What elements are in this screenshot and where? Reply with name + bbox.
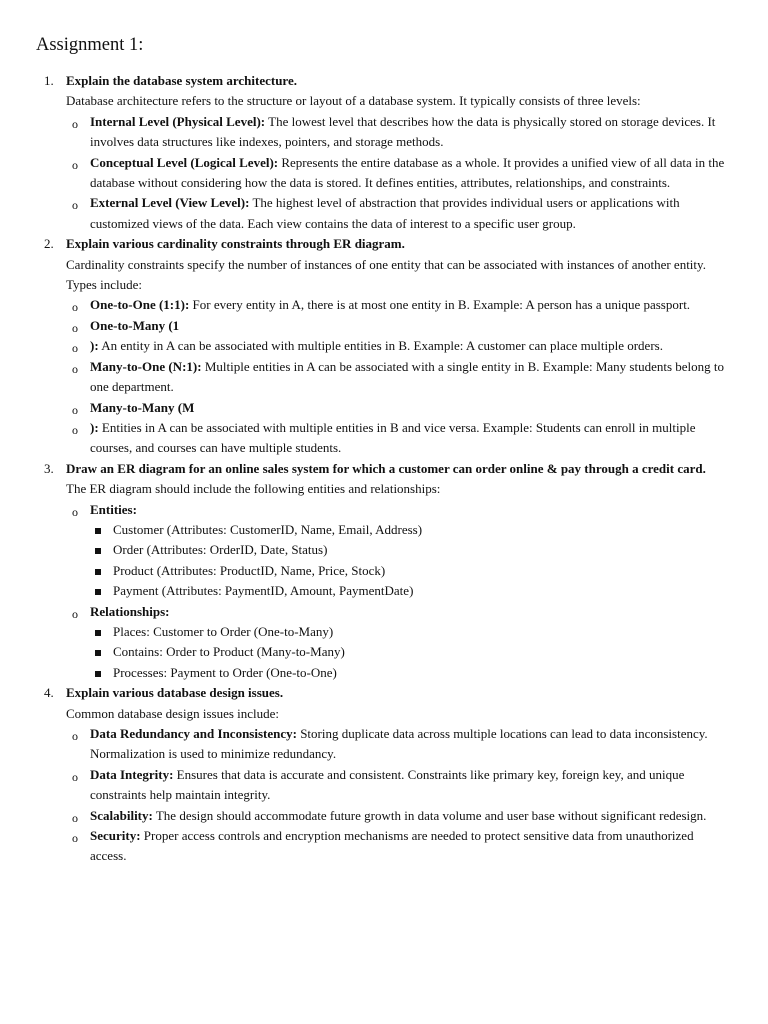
document-body [0, 71, 768, 867]
bullet-text: The lowest level that describes how the data is physically stored on storage devices. It involves data structures like indexes, pointers, and storage methods. [90, 113, 716, 150]
bullet-label: Data Redundancy and Inconsistency: [90, 726, 297, 741]
question-1 [0, 71, 768, 112]
circle-bullet-icon: o [72, 361, 78, 376]
question-title: Explain various cardinality constraints through ER diagram. [66, 236, 405, 252]
bullet-text: For every entity in A, there is at most one entity in B. Example: A person has a unique passport. [189, 297, 691, 313]
bullet-item [0, 336, 768, 356]
bullet-text: The highest level of abstraction that provides individual users or applications with customized views of the data. Each view contains the data of interest to a specific user group. [90, 195, 680, 231]
bullet-item [0, 357, 768, 398]
circle-bullet-icon: o [72, 341, 78, 356]
square-bullet-icon [95, 528, 101, 534]
question-title: Explain the database system architecture. [66, 73, 297, 88]
bullet-text: The design should accommodate future growth in data volume and user base without significant redesign. [152, 807, 707, 823]
bullet-item [0, 193, 768, 234]
question-number: 4. [44, 685, 54, 701]
sub-bullet-item [0, 581, 768, 601]
bullet-item [0, 765, 768, 806]
question-intro: Common database design issues include: [66, 705, 280, 721]
question-intro: The ER diagram should include the following entities and relationships: [66, 481, 441, 497]
bullet-item [0, 500, 768, 520]
page-title: Assignment 1: [36, 35, 144, 55]
square-bullet-icon [95, 671, 101, 677]
circle-bullet-icon: o [72, 769, 78, 784]
square-bullet-icon [95, 650, 101, 656]
bullet-item [0, 602, 768, 622]
bullet-label: Relationships: [90, 603, 170, 619]
bullet-text: Ensures that data is accurate and consistent. Constraints like primary key, foreign key, and unique constraints help maintain integrity. [90, 766, 685, 803]
bullet-text: Proper access controls and encryption mechanisms are needed to protect sensitive data from unauthorized access. [90, 828, 694, 864]
bullet-label: Scalability: [90, 807, 153, 823]
bullet-label: Many-to-Many (M [90, 399, 195, 415]
sub-bullet-text: Product (Attributes: ProductID, Name, Price, Stock) [113, 562, 386, 578]
bullet-item [0, 418, 768, 459]
circle-bullet-icon: o [72, 422, 78, 437]
circle-bullet-icon: o [72, 504, 78, 519]
bullet-text: Storing duplicate data across multiple locations can lead to data inconsistency. Normalization is used to minimize redundancy. [90, 726, 708, 762]
bullet-item [0, 806, 768, 826]
question-intro: Cardinality constraints specify the number of instances of one entity that can be associated with instances of another entity. Types include: [66, 256, 706, 293]
bullet-label: Entities: [90, 501, 137, 517]
bullet-item [0, 153, 768, 194]
question-2 [0, 234, 768, 295]
bullet-text: Entities in A can be associated with multiple entities in B and vice versa. Example: Students can enroll in multiple courses, and courses can have multiple students. [90, 419, 696, 456]
sub-bullet-text: Order (Attributes: OrderID, Date, Status) [113, 542, 328, 558]
bullet-item [0, 112, 768, 153]
circle-bullet-icon: o [72, 606, 78, 621]
sub-bullet-item [0, 520, 768, 540]
bullet-label: Security: [90, 828, 141, 844]
square-bullet-icon [95, 569, 101, 575]
question-number: 1. [44, 73, 54, 88]
bullet-label: External Level (View Level): [90, 195, 250, 211]
bullet-text: An entity in A can be associated with multiple entities in B. Example: A customer can place multiple orders. [98, 338, 663, 354]
question-intro: Database architecture refers to the structure or layout of a database system. It typically consists of three levels: [66, 93, 641, 109]
bullet-label: Internal Level (Physical Level): [90, 113, 266, 129]
circle-bullet-icon: o [72, 300, 78, 315]
question-number: 3. [44, 460, 54, 476]
sub-bullet-text: Payment (Attributes: PaymentID, Amount, PaymentDate) [113, 583, 414, 599]
sub-bullet-text: Places: Customer to Order (One-to-Many) [113, 623, 334, 639]
bullet-label: Data Integrity: [90, 766, 174, 782]
circle-bullet-icon: o [72, 157, 78, 172]
square-bullet-icon [95, 548, 101, 554]
question-title: Explain various database design issues. [66, 685, 284, 701]
bullet-text: Represents the entire database as a whole. It provides a unified view of all data in the database without considering how the data is stored. It defines entities, attributes, relationships, and constraints. [90, 154, 725, 191]
sub-bullet-item [0, 663, 768, 683]
question-3 [0, 459, 768, 500]
circle-bullet-icon: o [72, 116, 78, 131]
square-bullet-icon [95, 630, 101, 636]
bullet-label: One-to-One (1:1): [90, 297, 190, 313]
sub-bullet-text: Contains: Order to Product (Many-to-Many) [113, 644, 345, 660]
circle-bullet-icon: o [72, 198, 78, 213]
bullet-item [0, 826, 768, 867]
bullet-item [0, 316, 768, 336]
bullet-label: Conceptual Level (Logical Level): [90, 154, 279, 170]
sub-bullet-text: Customer (Attributes: CustomerID, Name, Email, Address) [113, 521, 423, 537]
circle-bullet-icon: o [72, 831, 78, 846]
bullet-item [0, 398, 768, 418]
bullet-label: Many-to-One (N:1): [90, 358, 202, 374]
sub-bullet-item [0, 622, 768, 642]
question-title: Draw an ER diagram for an online sales system for which a customer can order online & pay through a credit card. [66, 460, 706, 476]
bullet-label: One-to-Many (1 [90, 317, 180, 333]
sub-bullet-item [0, 642, 768, 662]
bullet-item [0, 295, 768, 315]
question-number: 2. [44, 236, 54, 252]
circle-bullet-icon: o [72, 320, 78, 335]
bullet-label: ): [90, 419, 99, 435]
bullet-item [0, 724, 768, 765]
bullet-label: ): [90, 338, 99, 354]
square-bullet-icon [95, 589, 101, 595]
circle-bullet-icon: o [72, 810, 78, 825]
sub-bullet-item [0, 561, 768, 581]
question-4 [0, 683, 768, 724]
bullet-text: Multiple entities in A can be associated with a single entity in B. Example: Many students belong to one department. [90, 358, 725, 395]
sub-bullet-item [0, 540, 768, 560]
circle-bullet-icon: o [72, 402, 78, 417]
circle-bullet-icon: o [72, 729, 78, 743]
sub-bullet-text: Processes: Payment to Order (One-to-One) [113, 664, 337, 680]
